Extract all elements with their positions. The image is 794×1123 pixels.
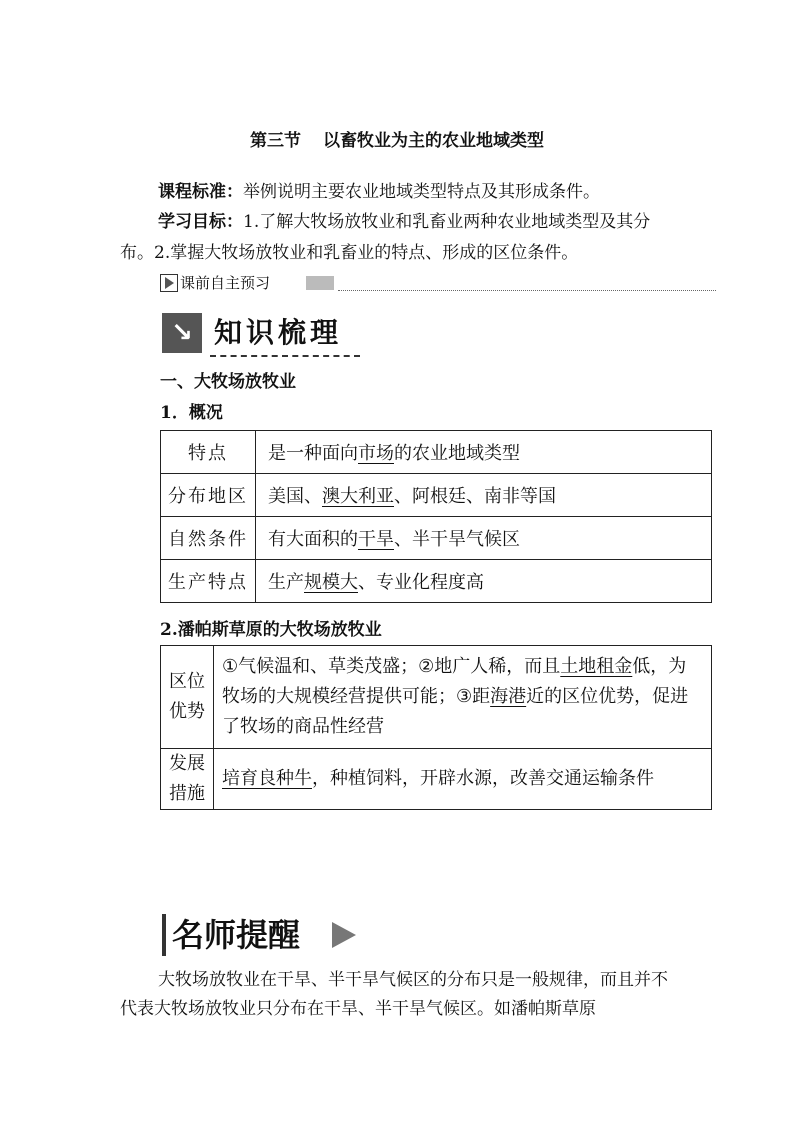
- fill-in-answer: 培育良种牛: [222, 768, 312, 789]
- page-title: [0, 126, 794, 151]
- row-key: 自然条件: [161, 517, 256, 560]
- play-arrow-icon: [160, 274, 178, 292]
- table-row: [161, 474, 712, 517]
- row-key: 特点: [161, 431, 256, 474]
- fill-in-answer: 土地租金: [560, 656, 633, 677]
- course-standard-text: 举例说明主要农业地域类型特点及其形成条件。: [243, 182, 600, 202]
- row-key: 生产特点: [161, 560, 256, 603]
- row-key: 区位优势: [161, 646, 214, 749]
- row-value: 培育良种牛，种植饲料，开辟水源，改善交通运输条件: [214, 749, 712, 810]
- overview-table: [160, 430, 712, 603]
- table-row: [161, 646, 712, 749]
- fill-in-answer: 干旱: [358, 529, 394, 550]
- learning-goals-label: 学习目标：: [158, 212, 243, 232]
- table-row: [161, 431, 712, 474]
- dashed-underline: [210, 355, 360, 357]
- subheading-overview: 1．概况: [160, 403, 223, 423]
- teacher-tip-label: 名师提醒: [172, 916, 301, 954]
- row-value: 生产规模大、专业化程度高: [256, 560, 712, 603]
- preview-label: 课前自主预习: [180, 274, 271, 292]
- row-value: 美国、澳大利亚、阿根廷、南非等国: [256, 474, 712, 517]
- learning-goals: [120, 207, 680, 269]
- learning-goals-text: 1.了解大牧场放牧业和乳畜业两种农业地域类型及其分布。2.掌握大牧场放牧业和乳畜业的特点、形成的区位条件。: [120, 212, 651, 263]
- table-row: [161, 560, 712, 603]
- row-value: ①气候温和、草类茂盛；②地广人稀，而且土地租金低，为牧场的大规模经营提供可能；③距海港近的区位优势，促进了牧场的商品性经营: [214, 646, 712, 749]
- table-row: [161, 517, 712, 560]
- course-standard-label: 课程标准：: [158, 182, 243, 202]
- fill-in-answer: 规模大: [304, 572, 358, 593]
- dotted-divider: [338, 290, 716, 291]
- row-key: 发展措施: [161, 749, 214, 810]
- table-row: [161, 749, 712, 810]
- preview-banner: [160, 272, 716, 294]
- section-heading-ranching: 一、大牧场放牧业: [160, 372, 296, 392]
- row-key: 分布地区: [161, 474, 256, 517]
- banner-block-decoration: [306, 276, 334, 290]
- fill-in-answer: 澳大利亚: [322, 486, 394, 507]
- section-name: 以畜牧业为主的农业地域类型: [323, 131, 544, 151]
- fill-in-answer: 海港: [490, 686, 527, 707]
- subheading-pampas: 2.潘帕斯草原的大牧场放牧业: [160, 620, 382, 640]
- heading-bar-decoration: [162, 914, 166, 956]
- play-arrow-icon: [332, 922, 356, 948]
- course-standard: [120, 177, 680, 208]
- teacher-tip-text: 大牧场放牧业在干旱、半干旱气候区的分布只是一般规律，而且并不代表大牧场放牧业只分布在干旱、半干旱气候区。如潘帕斯草原: [120, 970, 668, 1019]
- row-value: 是一种面向市场的农业地域类型: [256, 431, 712, 474]
- chevron-right-icon: ↘: [162, 313, 202, 353]
- row-value: 有大面积的干旱、半干旱气候区: [256, 517, 712, 560]
- knowledge-heading-text: 知识梳理: [214, 316, 343, 349]
- section-number: 第三节: [250, 131, 301, 151]
- pampas-table: [160, 645, 712, 810]
- knowledge-heading: [162, 313, 362, 357]
- fill-in-answer: 市场: [358, 443, 394, 464]
